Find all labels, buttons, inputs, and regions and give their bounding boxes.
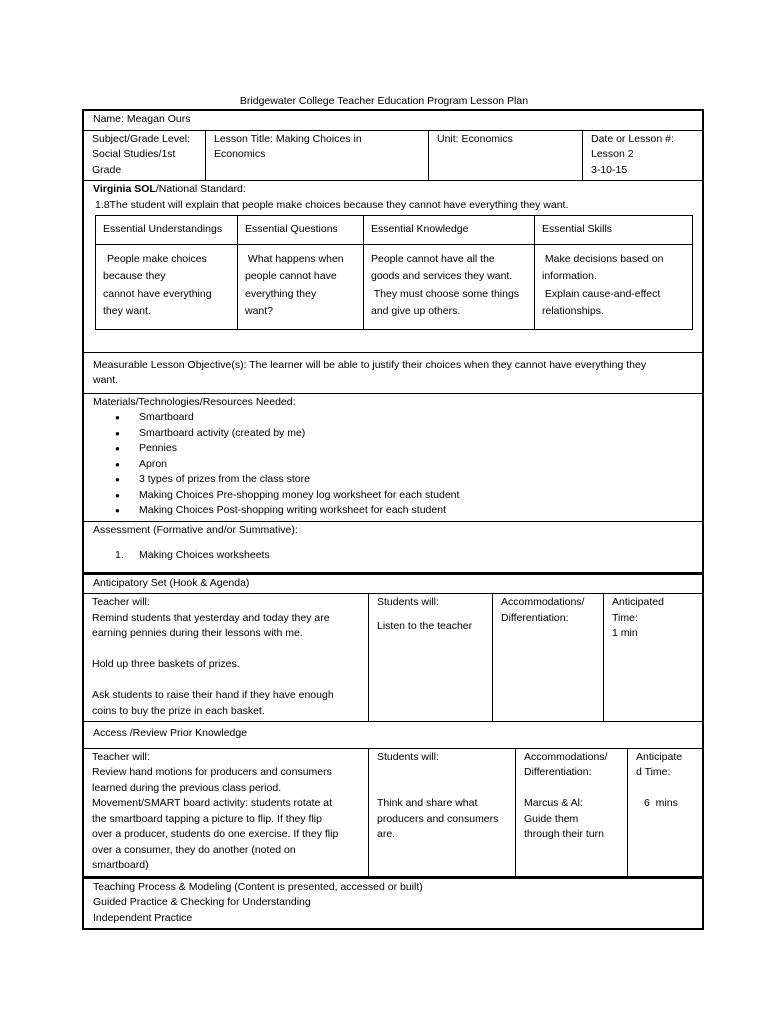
- date-label: Date or Lesson #:: [591, 132, 674, 145]
- teaching-line-3: Independent Practice: [93, 911, 193, 924]
- unit-value: Unit: Economics: [437, 132, 513, 145]
- name-row: [84, 111, 702, 131]
- anticipatory-label-row: [84, 575, 702, 595]
- access-accommodations-cell: Accommodations/ Differentiation: Marcus & Al: Guide them through their turn: [516, 749, 628, 876]
- unit-cell: [429, 131, 583, 181]
- materials-item: ● Making Choices Post-shopping writing worksheet for each student: [115, 503, 693, 519]
- subject-value: Social Studies/1st: [92, 148, 176, 160]
- anticipatory-time-cell: Anticipated Time: 1 min: [612, 596, 664, 639]
- materials-item: ● Making Choices Pre-shopping money log worksheet for each student: [115, 488, 693, 504]
- essentials-table: [95, 215, 693, 330]
- essential-knowledge-header: Essential Knowledge: [364, 216, 535, 244]
- anticipatory-grid: [84, 594, 702, 722]
- anticipatory-accommodations-cell: Accommodations/ Differentiation:: [493, 594, 604, 721]
- materials-item: ● 3 types of prizes from the class store: [115, 472, 693, 488]
- essential-skills-header: Essential Skills: [542, 223, 613, 235]
- lesson-title-cell: [206, 131, 429, 181]
- date-cell: [583, 131, 698, 181]
- essential-knowledge-cell: People cannot have all the goods and services they want. They must choose some things and give up others.: [364, 245, 535, 329]
- access-label-row: [84, 722, 702, 749]
- essential-questions-cell: What happens when people cannot have everything they want?: [238, 245, 364, 329]
- anticipatory-label: Anticipatory Set (Hook & Agenda): [93, 576, 250, 589]
- lesson-plan-table: [82, 109, 704, 930]
- sol-standard: 1.8The student will explain that people make choices because they cannot have everything they want.: [95, 198, 569, 211]
- essential-understandings-header: Essential Understandings: [96, 216, 238, 244]
- materials-item: ● Smartboard activity (created by me): [115, 426, 693, 442]
- document-title: Bridgewater College Teacher Education Program Lesson Plan: [239, 95, 529, 107]
- lesson-date: 3-10-15: [591, 163, 628, 176]
- objective-line-1: Measurable Lesson Objective(s): The learner will be able to justify their choices when they cannot have everything they: [93, 358, 647, 371]
- subject-value-2: Grade: [92, 163, 122, 176]
- teacher-name: Name: Meagan Ours: [93, 113, 191, 125]
- header-grid: [84, 131, 702, 182]
- lesson-title-label: Lesson Title: Making Choices in: [214, 132, 362, 145]
- essential-skills-cell: Make decisions based on information. Explain cause-and-effect relationships.: [542, 252, 664, 317]
- assessment-row: [84, 522, 702, 575]
- teaching-line-2: Guided Practice & Checking for Understanding: [93, 896, 311, 908]
- materials-list: [93, 410, 693, 519]
- access-label: Access /Review Prior Knowledge: [93, 727, 248, 739]
- essentials-header-row: [96, 216, 692, 245]
- essential-questions-header: Essential Questions: [238, 216, 364, 244]
- anticipatory-teacher-cell: Teacher will: Remind students that yesterday and today they are earning pennies during their lessons with me. Hold up three baskets of prizes. Ask students to raise their hand if they have enough coins to buy the prize in each basket.: [84, 594, 369, 721]
- lesson-title-value: Economics: [214, 148, 266, 160]
- essential-understandings-cell: People make choices because they cannot have everything they want.: [96, 245, 238, 329]
- access-grid: [84, 749, 702, 879]
- lesson-number: Lesson 2: [591, 148, 634, 160]
- access-time-cell: Anticipate d Time: 6 mins: [636, 750, 683, 809]
- access-students-cell: Students will: Think and share what producers and consumers are.: [369, 749, 516, 876]
- assessment-list: [93, 548, 693, 564]
- sol-row: [84, 181, 702, 353]
- objective-row: [84, 353, 702, 394]
- materials-item: ● Pennies: [115, 441, 693, 457]
- access-teacher-cell: Teacher will: Review hand motions for producers and consumers learned during the previous class period. Movement/SMART board activity: students rotate at the smartboard tapping a picture to flip. If they flip over a producer, students do one exercise. If they flip over a consumer, they do another (noted on smartboard): [84, 749, 369, 876]
- materials-row: [84, 394, 702, 522]
- subject-label: Subject/Grade Level:: [92, 132, 191, 145]
- materials-item: ● Smartboard: [115, 410, 693, 426]
- materials-label: Materials/Technologies/Resources Needed:: [93, 395, 296, 408]
- teaching-line-1: Teaching Process & Modeling (Content is presented, accessed or built): [93, 880, 423, 893]
- anticipatory-students-cell: Students will: Listen to the teacher: [369, 594, 493, 721]
- objective-line-2: want.: [93, 374, 119, 386]
- subject-cell: [84, 131, 206, 181]
- materials-item: ● Apron: [115, 457, 693, 473]
- assessment-item: 1. Making Choices worksheets: [115, 549, 270, 561]
- essentials-body-row: [96, 245, 692, 329]
- teaching-row: [84, 879, 702, 931]
- sol-label: Virginia SOL/National Standard:: [93, 183, 246, 195]
- assessment-label: Assessment (Formative and/or Summative):: [93, 523, 298, 536]
